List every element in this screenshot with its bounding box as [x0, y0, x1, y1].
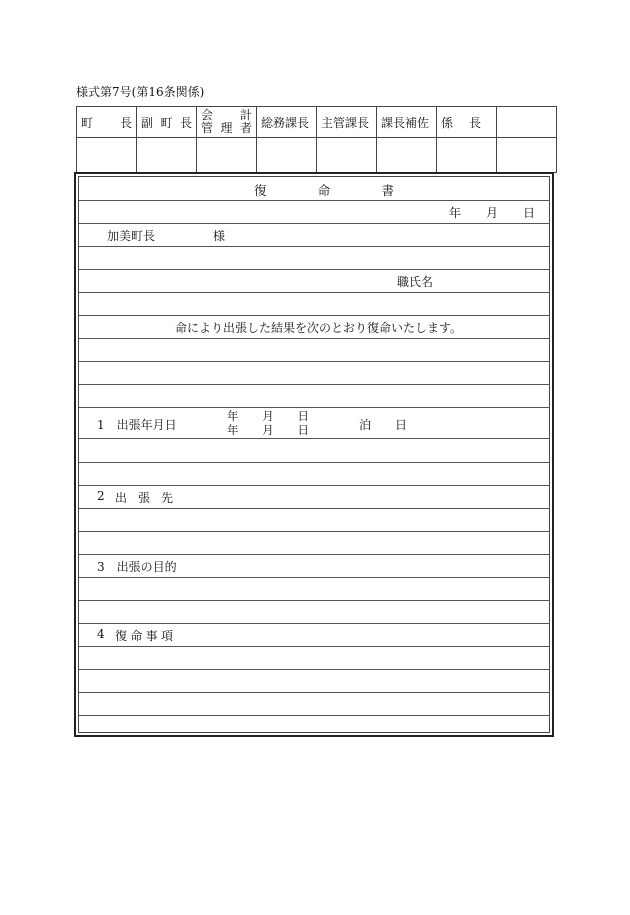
days-label: 日 — [395, 418, 408, 432]
header-general-affairs-chief: 総務課長 — [257, 107, 317, 138]
header-assistant-chief: 課長補佐 — [377, 107, 437, 138]
item4-number: 4 — [97, 627, 105, 641]
header-mayor: 町 長 — [77, 107, 137, 138]
trip-dates-row[interactable] — [79, 407, 549, 439]
seal-cell[interactable] — [77, 138, 137, 173]
seal-cell[interactable] — [257, 138, 317, 173]
blank-row[interactable] — [79, 600, 549, 624]
blank-row[interactable] — [79, 669, 549, 693]
blank-row[interactable] — [79, 462, 549, 486]
header-vice-mayor: 副 町 長 — [137, 107, 197, 138]
blank-row[interactable] — [79, 384, 549, 408]
addressee-row — [79, 223, 549, 247]
header-accounting-manager: 会 計 管 理 者 — [197, 107, 257, 138]
addressee-honorific: 様 — [213, 229, 226, 243]
seal-cell[interactable] — [197, 138, 257, 173]
blank-row[interactable] — [79, 531, 549, 555]
seal-cell[interactable] — [437, 138, 497, 173]
seal-cell[interactable] — [137, 138, 197, 173]
approval-stamp-table — [76, 106, 557, 173]
header-department-chief: 主管課長 — [317, 107, 377, 138]
item3-label: 3 出張の目的 — [97, 560, 177, 574]
nights-label: 泊 — [359, 418, 372, 432]
blank-row[interactable] — [79, 338, 549, 362]
blank-row[interactable] — [79, 246, 549, 270]
trip-date-range: 年 月 日 年 月 日 — [227, 409, 309, 437]
blank-row[interactable] — [79, 646, 549, 670]
addressee: 加美町長 — [107, 229, 156, 243]
report-form-inner — [78, 176, 550, 733]
blank-row[interactable] — [79, 361, 549, 385]
seal-cell[interactable] — [497, 138, 557, 173]
intro-text: 命により出張した結果を次のとおり復命いたします。 — [175, 321, 463, 335]
report-form — [74, 172, 554, 737]
purpose-row — [79, 554, 549, 578]
report-title: 復 命 書 — [254, 183, 394, 198]
report-date: 年 月 日 — [449, 206, 535, 220]
approval-header-row — [77, 107, 557, 138]
header-blank — [497, 107, 557, 138]
item1-label: 1 出張年月日 — [97, 418, 177, 432]
seal-cell[interactable] — [377, 138, 437, 173]
item2-number: 2 — [97, 489, 105, 503]
date-row[interactable] — [79, 200, 549, 224]
name-label: 職氏名 — [397, 275, 434, 289]
header-section-chief: 係 長 — [437, 107, 497, 138]
title-row — [79, 177, 549, 201]
blank-row[interactable] — [79, 292, 549, 316]
blank-row[interactable] — [79, 508, 549, 532]
name-row[interactable] — [79, 269, 549, 293]
destination-row — [79, 485, 549, 509]
blank-row[interactable] — [79, 715, 549, 732]
intro-row — [79, 315, 549, 339]
blank-row[interactable] — [79, 692, 549, 716]
blank-row[interactable] — [79, 577, 549, 601]
approval-seal-row — [77, 138, 557, 173]
item4-label: 復 命 事 項 — [115, 629, 173, 643]
blank-row[interactable] — [79, 439, 549, 463]
report-items-row — [79, 623, 549, 647]
item2-label: 出 張 先 — [115, 491, 173, 505]
seal-cell[interactable] — [317, 138, 377, 173]
form-number: 様式第7号(第16条関係) — [76, 85, 205, 99]
